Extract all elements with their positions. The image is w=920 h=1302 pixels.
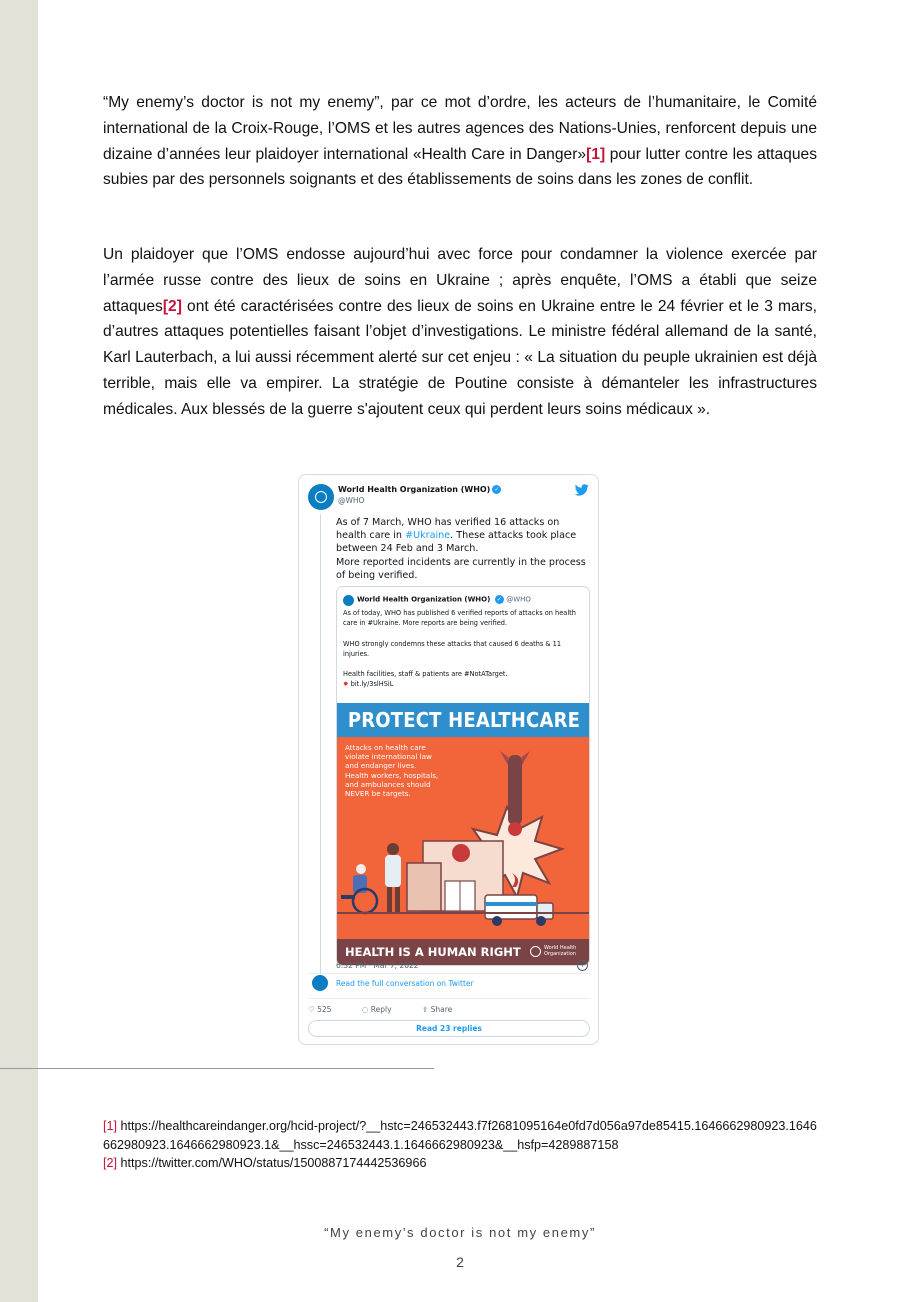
read-full-conversation-link[interactable]: Read the full conversation on Twitter [336,979,474,988]
reply-button[interactable]: ◌ Reply [361,1005,392,1014]
footnote-2 [103,1154,821,1173]
embedded-tweet[interactable] [298,474,599,1045]
read-replies-button[interactable]: Read 23 replies [308,1020,590,1037]
paragraph-2-text-a: Un plaidoyer que l’OMS endosse aujourd’hui avec force pour condamner la violence exercée par l’armée russe contre des lieux de soins en Ukraine ; après enquête, l’OMS a établi que seize attaques [103,246,817,315]
paragraph-2-text-b: ont été caractérisées contre des lieux de soins en Ukraine entre le 24 février et le 3 mars, d’autres attaques potentielles faisant l’objet d’investigations. Le ministre fédéral allemand de la santé, Karl Lauterbach, a lui aussi récemment alerté sur cet enjeu : « La situation du peuple ukrainien est déjà terrible, mais elle va empirer. La stratégie de Poutine consiste à démanteler les infrastructures médicales. Aux blessés de la guerre s'ajoutent ceux qui perdent leurs soins médicaux ». [103,297,817,418]
quoted-author: World Health Organization (WHO) ✓ @WHO [357,595,531,604]
running-footer-title: “My enemy’s doctor is not my enemy” [324,1225,596,1240]
tweet-text: As of 7 March, WHO has verified 16 attacks on health care in #Ukraine. These attacks took place between 24 Feb and 3 March. More reported incidents are currently in the process of being verified. [336,517,586,581]
patient-wheelchair-icon [341,864,377,913]
who-small-avatar [312,975,328,991]
who-logo-label: World Health Organization [544,945,577,957]
burst-emoji-icon: ✸ [343,680,349,689]
twitter-bird-icon[interactable] [575,484,589,496]
footnote-ref-1[interactable]: [1] [586,145,606,163]
verified-badge-icon: ✓ [494,486,500,493]
divider [308,973,590,974]
tweet-author[interactable]: World Health Organization (WHO) ✓ [338,485,500,494]
footnote-1 [103,1117,821,1155]
poster-banner: PROTECT HEALTHCARE [337,703,590,737]
share-button[interactable]: ⇧ Share [421,1005,453,1014]
quoted-verified-icon: ✓ [496,596,502,603]
tweet-actions [308,1005,480,1014]
paragraph-1 [103,90,817,193]
quoted-avatar [343,595,354,606]
poster-body: Attacks on health care violate international law and endanger lives. Health workers, hospitals, and ambulances should NEVER be targets. [345,743,439,799]
paragraph-1-text-b: pour lutter contre les attaques subies par des personnels soignants et des établissements de soins dans les zones de conflit. [103,145,817,189]
poster-slogan: HEALTH IS A HUMAN RIGHT [345,945,521,959]
who-logo-icon [530,946,541,957]
thread-line [320,514,321,976]
tweet-handle[interactable]: @WHO [338,496,365,505]
quoted-text: As of today, WHO has published 6 verified reports of attacks on health care in #Ukraine. More reports are being verified. WHO strongly condemns these attacks that caused 6 deaths & 11 injuries. Health facilities, staff & patients are #NotATarget. ✸ bit.ly/3slHSiL [343,609,576,689]
quoted-tweet[interactable] [336,586,590,966]
page-number: 2 [456,1254,464,1270]
page-side-band [0,0,38,1302]
protect-healthcare-poster[interactable] [337,703,590,965]
tweet-timestamp[interactable]: 6:32 PM · Mar 7, 2022 [336,961,419,970]
hashtag-link[interactable]: #Ukraine [405,530,451,542]
divider [308,998,590,999]
who-avatar[interactable] [308,484,334,510]
footnote-2-url[interactable]: https://twitter.com/WHO/status/1500887174442536966 [120,1156,427,1170]
quoted-link[interactable]: bit.ly/3slHSiL [350,680,394,689]
like-button[interactable]: ♡ 525 [308,1005,332,1014]
footnote-2-number[interactable]: [2] [103,1156,118,1170]
paragraph-2 [103,242,817,423]
info-icon[interactable]: i [577,960,588,971]
poster-illustration [337,737,590,939]
footnote-separator [0,1068,434,1069]
paragraph-1-text-a: “My enemy’s doctor is not my enemy”, par ce mot d’ordre, les acteurs de l’humanitaire, le Comité international de la Croix-Rouge, l’OMS et les autres agences des Nations-Unies, renforcent depuis une dizaine d’années leur plaidoyer international «Health Care in Danger» [103,94,817,163]
health-worker-icon [385,843,401,913]
footnote-1-url[interactable]: https://healthcareindanger.org/hcid-project/?__hstc=246532443.f7f2681095164e0fd7d056a97de85415.1646662980923.1646662980923.1646662980923.1&__hssc=246532443.1.1646662980923&__hsfp=4289887158 [103,1119,817,1152]
footnote-ref-2[interactable]: [2] [162,297,182,315]
footnote-1-number[interactable]: [1] [103,1119,118,1133]
